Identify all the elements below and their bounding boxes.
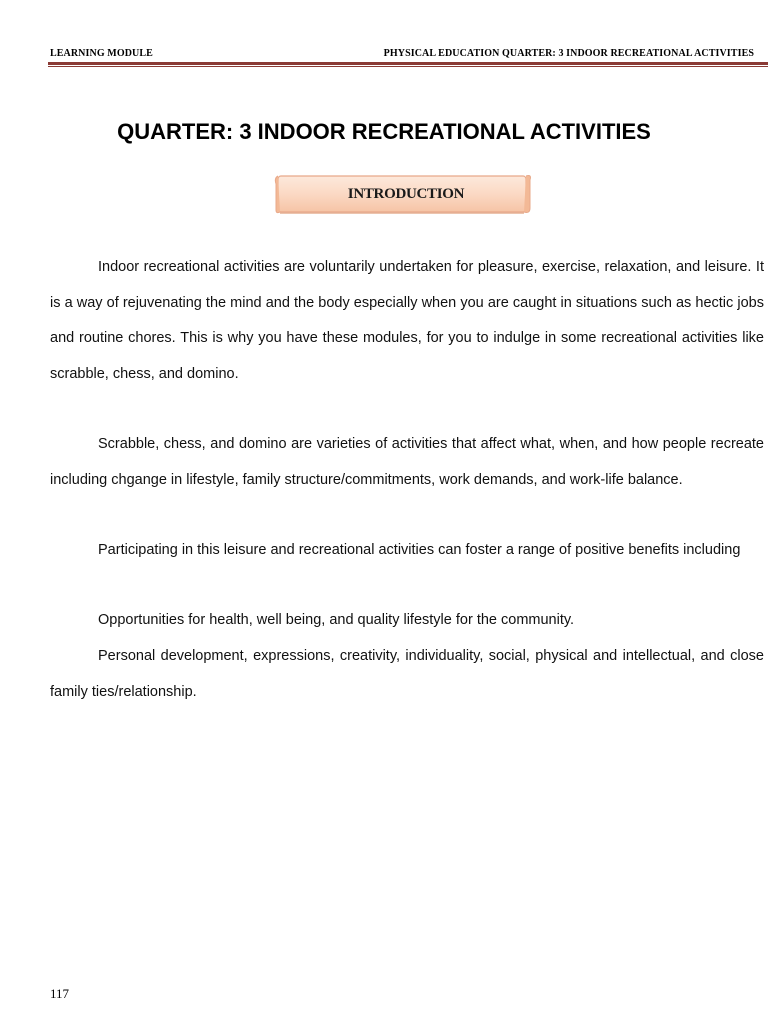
header-subject-label: PHYSICAL EDUCATION QUARTER: 3 INDOOR RECREATIONAL ACTIVITIES xyxy=(383,48,754,59)
paragraph-text: Indoor recreational activities are voluntarily undertaken for pleasure, exercise, relaxation, and leisure. It is a way of rejuvenating the mind and the body especially when you are caught in situations such as hectic jobs and routine chores. This is why you have these modules, for you to indulge in some recreational activities like scrabble, chess, and domino. xyxy=(50,259,764,382)
paragraph-text: Personal development, expressions, creativity, individuality, social, physical and intellectual, and close family ties/relationship. xyxy=(50,648,764,700)
page-number: 117 xyxy=(50,986,70,1001)
paragraph-text: Participating in this leisure and recreational activities can foster a range of positive benefits including xyxy=(98,542,741,558)
header-rule-thin xyxy=(48,66,768,67)
paragraph-text: Scrabble, chess, and domino are varieties of activities that affect what, when, and how people recreate including chgange in lifestyle, family structure/commitments, work demands, and work-life balance. xyxy=(50,436,764,488)
paragraph-opportunities xyxy=(50,603,764,639)
page-title: QUARTER: 3 INDOOR RECREATIONAL ACTIVITIES xyxy=(117,119,651,144)
header-module-label: LEARNING MODULE xyxy=(50,48,153,59)
paragraph-benefits xyxy=(50,533,764,569)
paragraph-personal-development xyxy=(50,639,764,710)
paragraph-intro xyxy=(50,250,764,392)
section-label: INTRODUCTION xyxy=(347,186,465,202)
header-rule xyxy=(48,62,768,65)
paragraph-text: Opportunities for health, well being, and quality lifestyle for the community. xyxy=(98,612,575,628)
section-banner xyxy=(272,172,528,214)
paragraph-varieties xyxy=(50,427,764,498)
page-header xyxy=(48,46,760,62)
